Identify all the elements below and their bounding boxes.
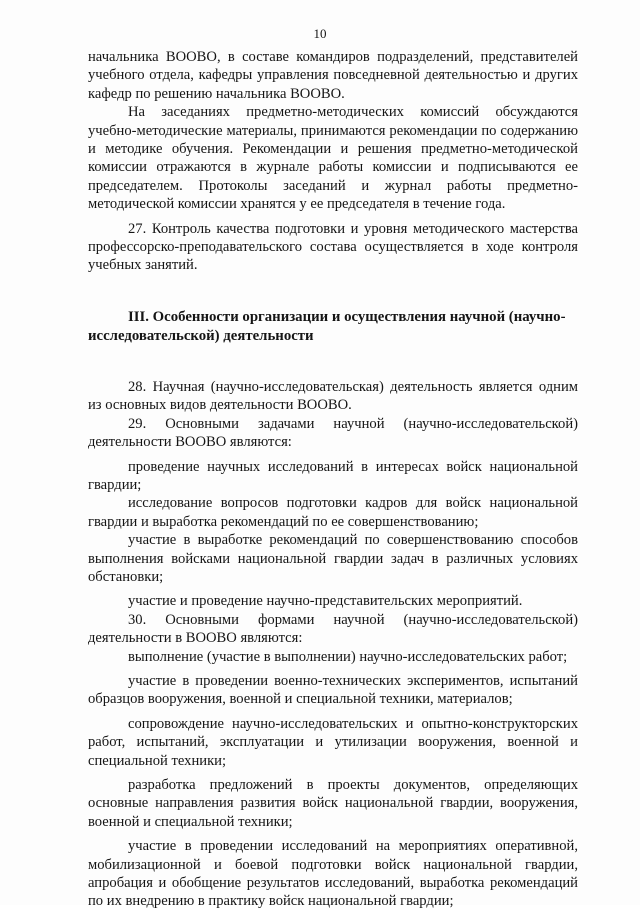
list-item: участие в проведении исследований на мероприятиях оперативной, мобилизационной и боевой подготовки войск национальной гвардии, апробация и обобщение результатов исследований, выработка рекомендаций по их внедрению в практику войск национальной гвардии; <box>88 838 578 910</box>
paragraph: 28. Научная (научно-исследовательская) деятельность является одним из основных видов деятельности ВООВО. <box>88 378 578 414</box>
document-body <box>88 48 578 911</box>
paragraph: 29. Основными задачами научной (научно-исследовательской) деятельности ВООВО являются: <box>88 415 578 451</box>
list-item: участие в проведении военно-технических экспериментов, испытаний образцов вооружения, военной и специальной техники, материалов; <box>88 672 578 708</box>
paragraph: начальника ВООВО, в составе командиров подразделений, представителей учебного отдела, кафедры управления повседневной деятельностью и других кафедр по решению начальника ВООВО. <box>88 49 578 102</box>
paragraph: На заседаниях предметно-методических комиссий обсуждаются учебно-методические материалы, принимаются рекомендации по содержанию и методике обучения. Рекомендации и решения предметно-методической комиссии отражаются в журнале работы комиссии и подписываются ее председателем. Протоколы заседаний и журнал работы предметно-методической комиссии хранятся у ее председателя в течение года. <box>88 104 578 213</box>
list-item: сопровождение научно-исследовательских и опытно-конструкторских работ, испытаний, эксплуатации и утилизации вооружения, военной и специальной техники; <box>88 715 578 769</box>
list-item: разработка предложений в проекты документов, определяющих основные направления развития войск национальной гвардии, вооружения, военной и специальной техники; <box>88 777 578 830</box>
paragraph: 27. Контроль качества подготовки и уровня методического мастерства профессорско-преподавательского состава осуществляется в ходе контроля учебных занятий. <box>88 220 578 274</box>
list-item: участие и проведение научно-представительских мероприятий. <box>128 593 523 610</box>
page-number: 10 <box>313 26 327 41</box>
list-item: выполнение (участие в выполнении) научно-исследовательских работ; <box>128 648 568 665</box>
list-item: участие в выработке рекомендаций по совершенствованию способов выполнения войсками национальной гвардии задач в различных условиях обстановки; <box>88 532 578 585</box>
paragraph: 30. Основными формами научной (научно-исследовательской) деятельности в ВООВО являются: <box>88 611 578 647</box>
list-item: исследование вопросов подготовки кадров для войск национальной гвардии и выработка рекомендаций по ее совершенствованию; <box>88 495 578 530</box>
section-heading: III. Особенности организации и осуществления научной (научно-исследовательской) деятельности <box>88 308 566 344</box>
list-item: проведение научных исследований в интересах войск национальной гвардии; <box>88 458 578 493</box>
